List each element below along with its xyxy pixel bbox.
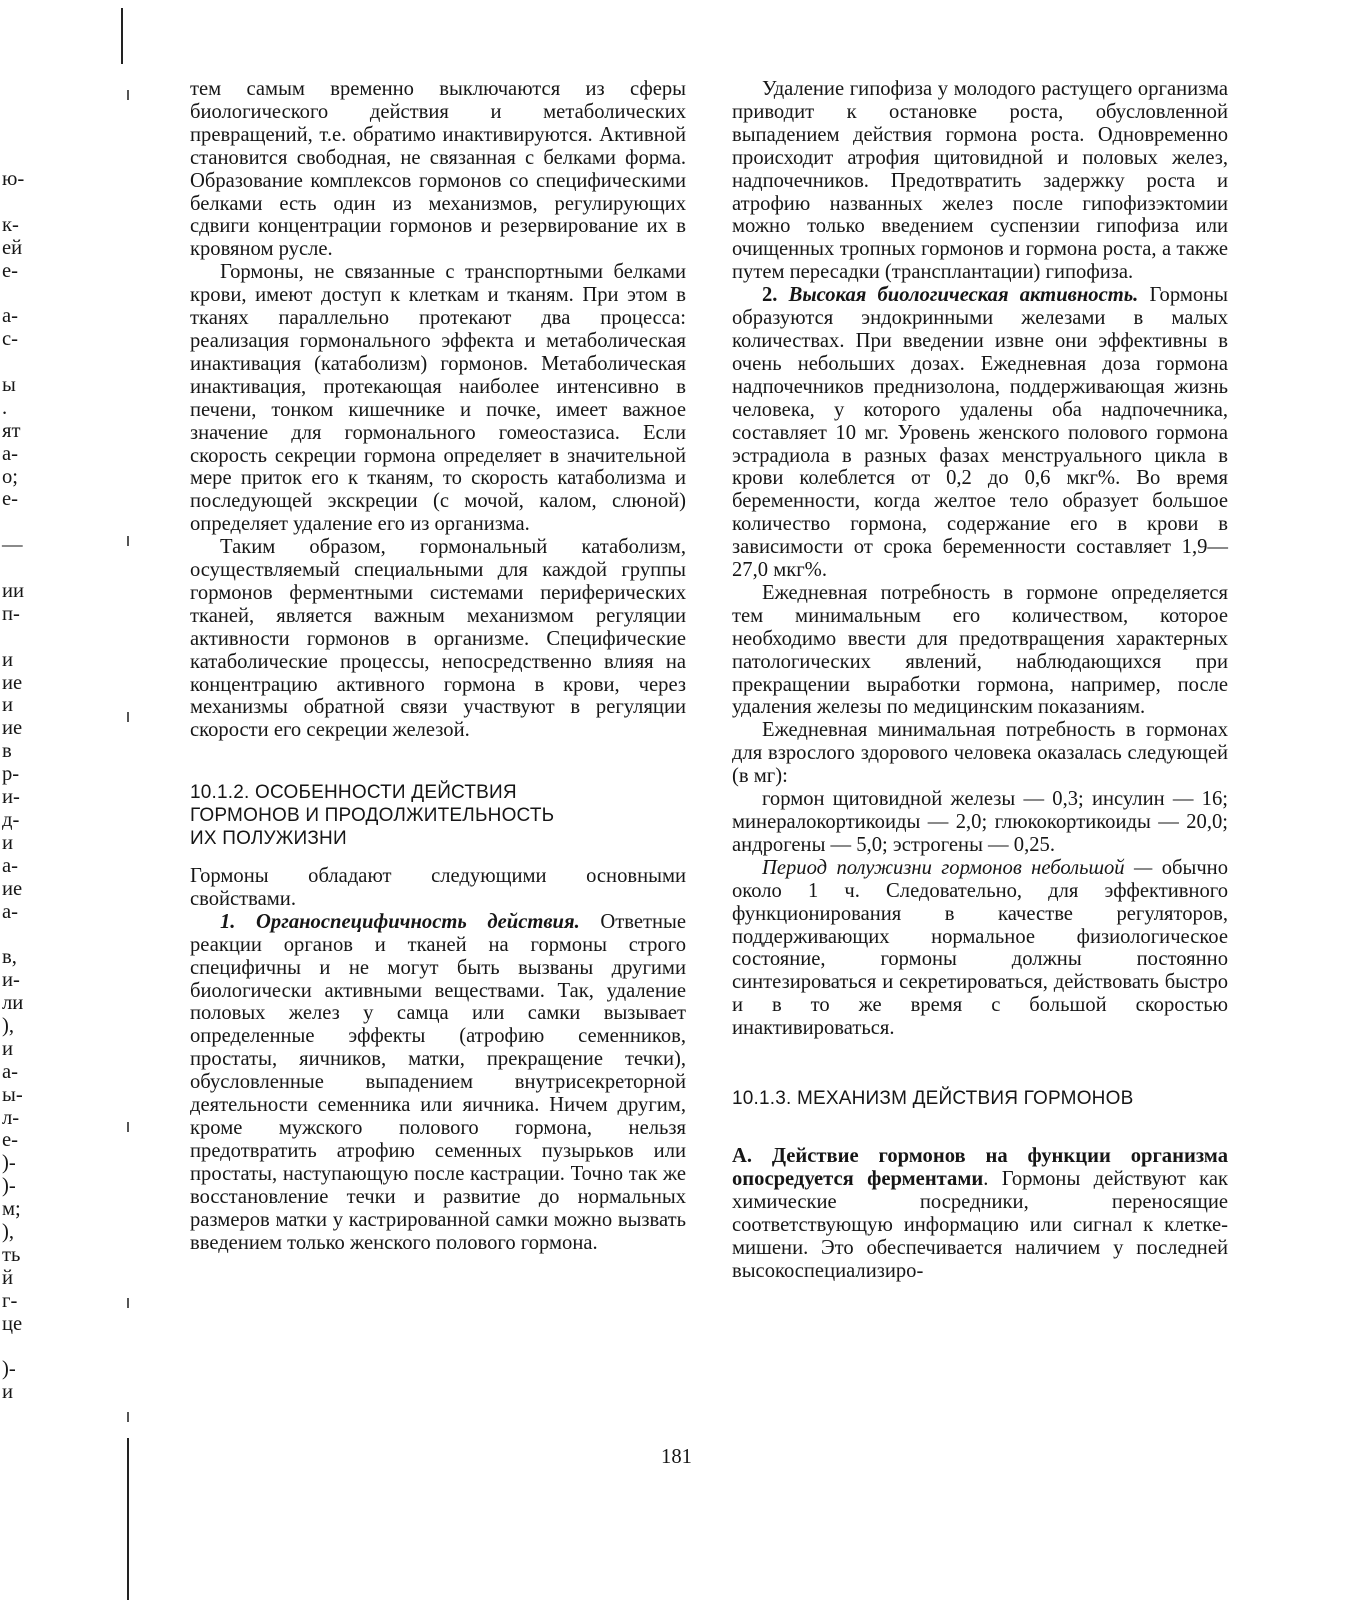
margin-fragment: це [2, 1312, 23, 1335]
paragraph-text: Ответные реакции органов и тканей на гормоны строго специфичны и не могут быть вызваны другими биологически активными веществами. Так, удаление половых желез у самца или самки вызывает определенные эффекты (атрофию семенников, простаты, яичников, матки, прекращение течки), обусловленные выпадением внутрисекреторной деятельности семенника или яичника. Ничем другим, кроме мужского полового гормона, нельзя предотвратить атрофию семенных пузырьков или простаты, наступающую после кастрации. Точно так же восстановление течки и развитие до нормальных размеров матки у кастрированной самки можно вызвать введением только женского полового гормона. [190, 910, 686, 1254]
paragraph: Удаление гипофиза у молодого растущего организма приводит к остановке роста, обусловленной выпадением действия гормона роста. Одновременно происходит атрофия щитовидной и половых желез, надпочечников. Предотвратить задержку роста и атрофию названных желез после гипофизэктомии можно только введением суспензии гипофиза или очищенных тропных гормонов и гормона роста, а также путем пересадки (трансплантации) гипофиза. [732, 78, 1228, 284]
binding-tick [127, 1298, 129, 1308]
paragraph: Гормоны, не связанные с транспортными белками крови, имеют доступ к клеткам и тканям. При этом в тканях параллельно протекают два процесса: реализация гормонального эффекта и метаболическая инактивация (катаболизм) гормонов. Метаболическая инактивация, протекающая наиболее интенсивно в печени, тонком кишечнике и почке, имеет важное значение для гормонального гомеостазиса. Если скорость секреции гормона определяет в значительной мере приток его к тканям, то скорость катаболизма и последующей экскреции (с мочой, калом, слюной) определяет удаление его из организма. [190, 261, 686, 536]
paragraph [732, 857, 1228, 1040]
margin-fragment: а- [2, 854, 18, 877]
subsection-title: А. Действие гормонов на функции организма опосредуется ферментами [732, 1144, 1228, 1190]
margin-fragment: а- [2, 1060, 18, 1083]
margin-fragment [2, 557, 62, 580]
margin-fragment: м; [2, 1198, 21, 1221]
margin-fragment: с- [2, 328, 18, 351]
margin-fragment: ю- [2, 168, 25, 190]
heading-line: ОСОБЕННОСТИ ДЕЙСТВИЯ [255, 782, 517, 804]
dose-list: гормон щитовидной железы — 0,3; инсулин — 16; минералокортикоиды — 2,0; глюкокортикоиды — 20,0; андрогены — 5,0; эстрогены — 0,25. [732, 788, 1228, 856]
margin-fragment: ии [2, 580, 25, 603]
margin-fragment: е- [2, 488, 18, 511]
previous-page-margin-fragments [2, 168, 62, 1404]
paragraph: Гормоны обладают следующими основными свойствами. [190, 865, 686, 910]
section-heading-10-1-3: 10.1.3. МЕХАНИЗМ ДЕЙСТВИЯ ГОРМОНОВ [732, 1088, 1134, 1110]
margin-fragment: к- [2, 213, 19, 236]
margin-fragment: л- [2, 1106, 20, 1129]
margin-fragment: )- [2, 1175, 16, 1198]
margin-fragment [2, 191, 62, 214]
margin-fragment: )- [2, 1358, 16, 1381]
right-column [732, 78, 1228, 1282]
margin-fragment: ы- [2, 1083, 23, 1106]
margin-fragment: ы [2, 374, 16, 397]
margin-fragment [2, 282, 62, 305]
paragraph-text: обычно около 1 ч. Следовательно, для эффективного функционирования в качестве регуляторов, поддерживающих нормальное физиологическое состояние, гормоны должны постоянно синтезироваться и секретироваться, действовать быстро и в то же время с большой скоростью инактивироваться. [732, 856, 1228, 1040]
heading-line: ИХ ПОЛУЖИЗНИ [190, 828, 347, 850]
margin-fragment: . [2, 396, 8, 419]
margin-fragment: а- [2, 305, 18, 328]
binding-tick [127, 536, 129, 546]
binding-tick [127, 90, 129, 100]
margin-fragment: ли [2, 992, 24, 1015]
paragraph: Таким образом, гормональный катаболизм, осуществляемый специальными для каждой группы гормонов ферментными системами периферических тканей, является важным механизмом регуляции активности гормонов в организме. Специфические катаболические процессы, непосредственно влияя на концентрацию активного гормона в крови, через механизмы обратной связи участвуют в регуляции скорости его секреции железой. [190, 536, 686, 742]
margin-fragment: и [2, 694, 14, 717]
margin-fragment: в, [2, 946, 17, 969]
margin-fragment: и [2, 831, 14, 854]
margin-fragment: е- [2, 1129, 18, 1152]
margin-fragment [2, 511, 62, 534]
margin-fragment: а- [2, 900, 18, 923]
section-heading-10-1-2 [190, 782, 686, 851]
margin-fragment [2, 923, 62, 946]
margin-fragment: ), [2, 1014, 15, 1037]
heading-line: ГОРМОНОВ И ПРОДОЛЖИТЕЛЬНОСТЬ [190, 805, 555, 827]
paragraph-text: . Гормоны действуют как химические посредники, переносящие соответствующую информацию или сигнал к клетке-мишени. Это обеспечивается наличием у последней высокоспециализиро- [732, 1167, 1228, 1282]
margin-fragment: — [2, 534, 23, 557]
paragraph [190, 911, 686, 1255]
margin-fragment: ие [2, 717, 23, 740]
binding-edge-mark [121, 8, 123, 64]
page-number: 181 [661, 1446, 692, 1468]
margin-fragment: и [2, 648, 14, 671]
margin-fragment: ие [2, 671, 23, 694]
margin-fragment: е- [2, 259, 18, 282]
margin-fragment [2, 626, 62, 649]
paragraph-text: Гормоны образуются эндокринными железами в малых количествах. При введении извне они эффективны в очень небольших дозах. Ежедневная доза гормона надпочечников преднизолона, поддерживающая жизнь человека, у которого удалены оба надпочечника, составляет 10 мг. Уровень женского полового гормона эстрадиола в разных фазах менструального цикла в крови колеблется от 0,2 до 0,6 мкг%. Во время беременности, когда желтое тело образует большое количество гормона, содержание его в крови в зависимости от срока беременности составляет 1,9—27,0 мкг%. [732, 284, 1229, 582]
paragraph [732, 1145, 1228, 1282]
paragraph: Ежедневная минимальная потребность в гормонах для взрослого здорового человека оказалась следующей (в мг): [732, 719, 1228, 788]
margin-fragment: д- [2, 808, 20, 831]
paragraph [732, 284, 1228, 582]
margin-fragment: в [2, 740, 12, 763]
margin-fragment: ят [2, 419, 21, 442]
margin-fragment: ие [2, 877, 23, 900]
margin-fragment: и- [2, 969, 20, 992]
margin-fragment: и- [2, 786, 20, 809]
margin-fragment: п- [2, 602, 20, 625]
margin-fragment: а- [2, 442, 18, 465]
margin-fragment: и [2, 1381, 14, 1404]
margin-fragment: ть [2, 1243, 21, 1266]
property-title: 1. Органоспецифичность действия. [220, 910, 580, 933]
margin-fragment: и [2, 1037, 14, 1060]
binding-tick [127, 1412, 129, 1422]
margin-fragment [2, 351, 62, 374]
binding-tick [127, 712, 129, 722]
heading-number: 10.1.2. [190, 782, 250, 804]
margin-fragment: й [2, 1266, 14, 1289]
margin-fragment: о; [2, 465, 19, 488]
property-number: 2. [762, 284, 778, 307]
paragraph: тем самым временно выключаются из сферы биологического действия и метаболических превращений, т.е. обратимо инактивируются. Активной становится свободная, не связанная с белками форма. Образование комплексов гормонов со специфическими белками есть один из механизмов, регулирующих сдвиги концентрации гормонов и резервирование их в кровяном русле. [190, 78, 686, 261]
margin-fragment: ей [2, 236, 23, 259]
margin-fragment: р- [2, 763, 20, 786]
left-column [190, 78, 686, 1254]
margin-fragment: ), [2, 1220, 15, 1243]
margin-fragment: г- [2, 1289, 18, 1312]
property-title: Высокая биологическая активность. [788, 284, 1139, 307]
property-title: Период полужизни гормонов небольшой — [762, 856, 1153, 879]
binding-tick [127, 1122, 129, 1132]
margin-fragment: )- [2, 1152, 16, 1175]
paragraph: Ежедневная потребность в гормоне определяется тем минимальным его количеством, которое необходимо ввести для предотвращения характерных патологических явлений, наблюдающихся при прекращении выработки гормона, например, после удаления железы по медицинским показаниям. [732, 581, 1228, 719]
margin-fragment [2, 1335, 62, 1358]
